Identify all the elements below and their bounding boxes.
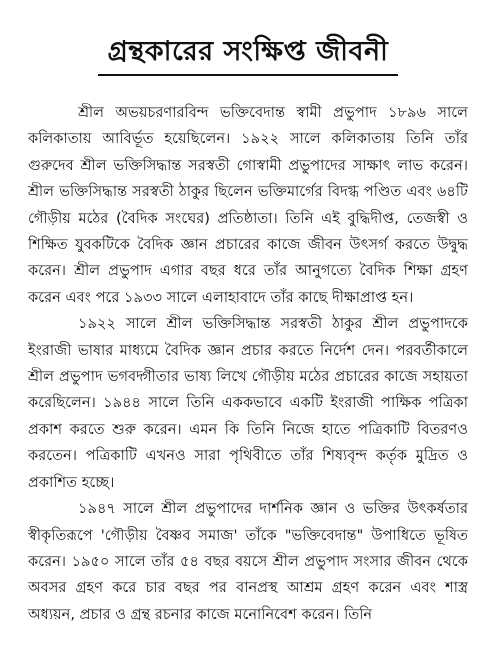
paragraph-3: ১৯৪৭ সালে শ্রীল প্রভুপাদের দার্শনিক জ্ঞান ও ভক্তির উৎকর্ষতার স্বীকৃতিরূপে 'গৌড়ীয় বৈষ্ণব সমাজ' তাঁকে "ভক্তিবেদান্ত" উপাধিতে ভূষিত করেন। ১৯৫০ সালে তাঁর ৫৪ বছর বয়সে শ্রীল প্রভুপাদ সংসার জীবন থেকে অবসর গ্রহণ করে চার বছর পর বানপ্রস্থ আশ্রম গ্রহণ করেন এবং শাস্ত্র অধ্যয়ন, প্রচার ও গ্রন্থ রচনার কাজে মনোনিবেশ করেন। তিনি xyxy=(28,500,468,623)
paragraph-1: শ্রীল অভয়চরণারবিন্দ ভক্তিবেদান্ত স্বামী প্রভুপাদ ১৮৯৬ সালে কলিকাতায় আবির্ভূত হয়েছিলেন। ১৯২২ সালে কলিকাতায় তিনি তাঁর গুরুদেব শ্রীল ভক্তিসিদ্ধান্ত সরস্বতী গোস্বামী প্রভুপাদের সাক্ষাৎ লাভ করেন। শ্রীল ভক্তিসিদ্ধান্ত সরস্বতী ঠাকুর ছিলেন ভক্তিমার্গের বিদগ্ধ পণ্ডিত এবং ৬৪টি গৌড়ীয় মঠের (বৈদিক সংঘের) প্রতিষ্ঠাতা। তিনি এই বুদ্ধিদীপ্ত, তেজস্বী ও শিক্ষিত যুবকটিকে বৈদিক জ্ঞান প্রচারের কাজে জীবন উৎসর্গ করতে উদ্বুদ্ধ করেন। শ্রীল প্রভুপাদ এগার বছর ধরে তাঁর আনুগত্যে বৈদিক শিক্ষা গ্রহণ করেন এবং পরে ১৯৩৩ সালে এলাহাবাদে তাঁর কাছে দীক্ষাপ্রাপ্ত হন। xyxy=(28,104,468,306)
page-title: গ্রন্থকারের সংক্ষিপ্ত জীবনী xyxy=(107,36,389,67)
title-underline xyxy=(98,74,398,76)
paragraph-2: ১৯২২ সালে শ্রীল ভক্তিসিদ্ধান্ত সরস্বতী ঠাকুর শ্রীল প্রভুপাদকে ইংরাজী ভাষার মাধ্যমে বৈদিক জ্ঞান প্রচার করতে নির্দেশ দেন। পরবর্তীকালে শ্রীল প্রভুপাদ ভগবদ্গীতার ভাষ্য লিখে গৌড়ীয় মঠের প্রচারের কাজে সহায়তা করেছিলেন। ১৯৪৪ সালে তিনি এককভাবে একটি ইংরাজী পাক্ষিক পত্রিকা প্রকাশ করতে শুরু করেন। এমন কি তিনি নিজে হাতে পত্রিকাটি বিতরণও করতেন। পত্রিকাটি এখনও সারা পৃথিবীতে তাঁর শিষ্যবৃন্দ কর্তৃক মুদ্রিত ও প্রকাশিত হচ্ছে। xyxy=(28,315,468,491)
